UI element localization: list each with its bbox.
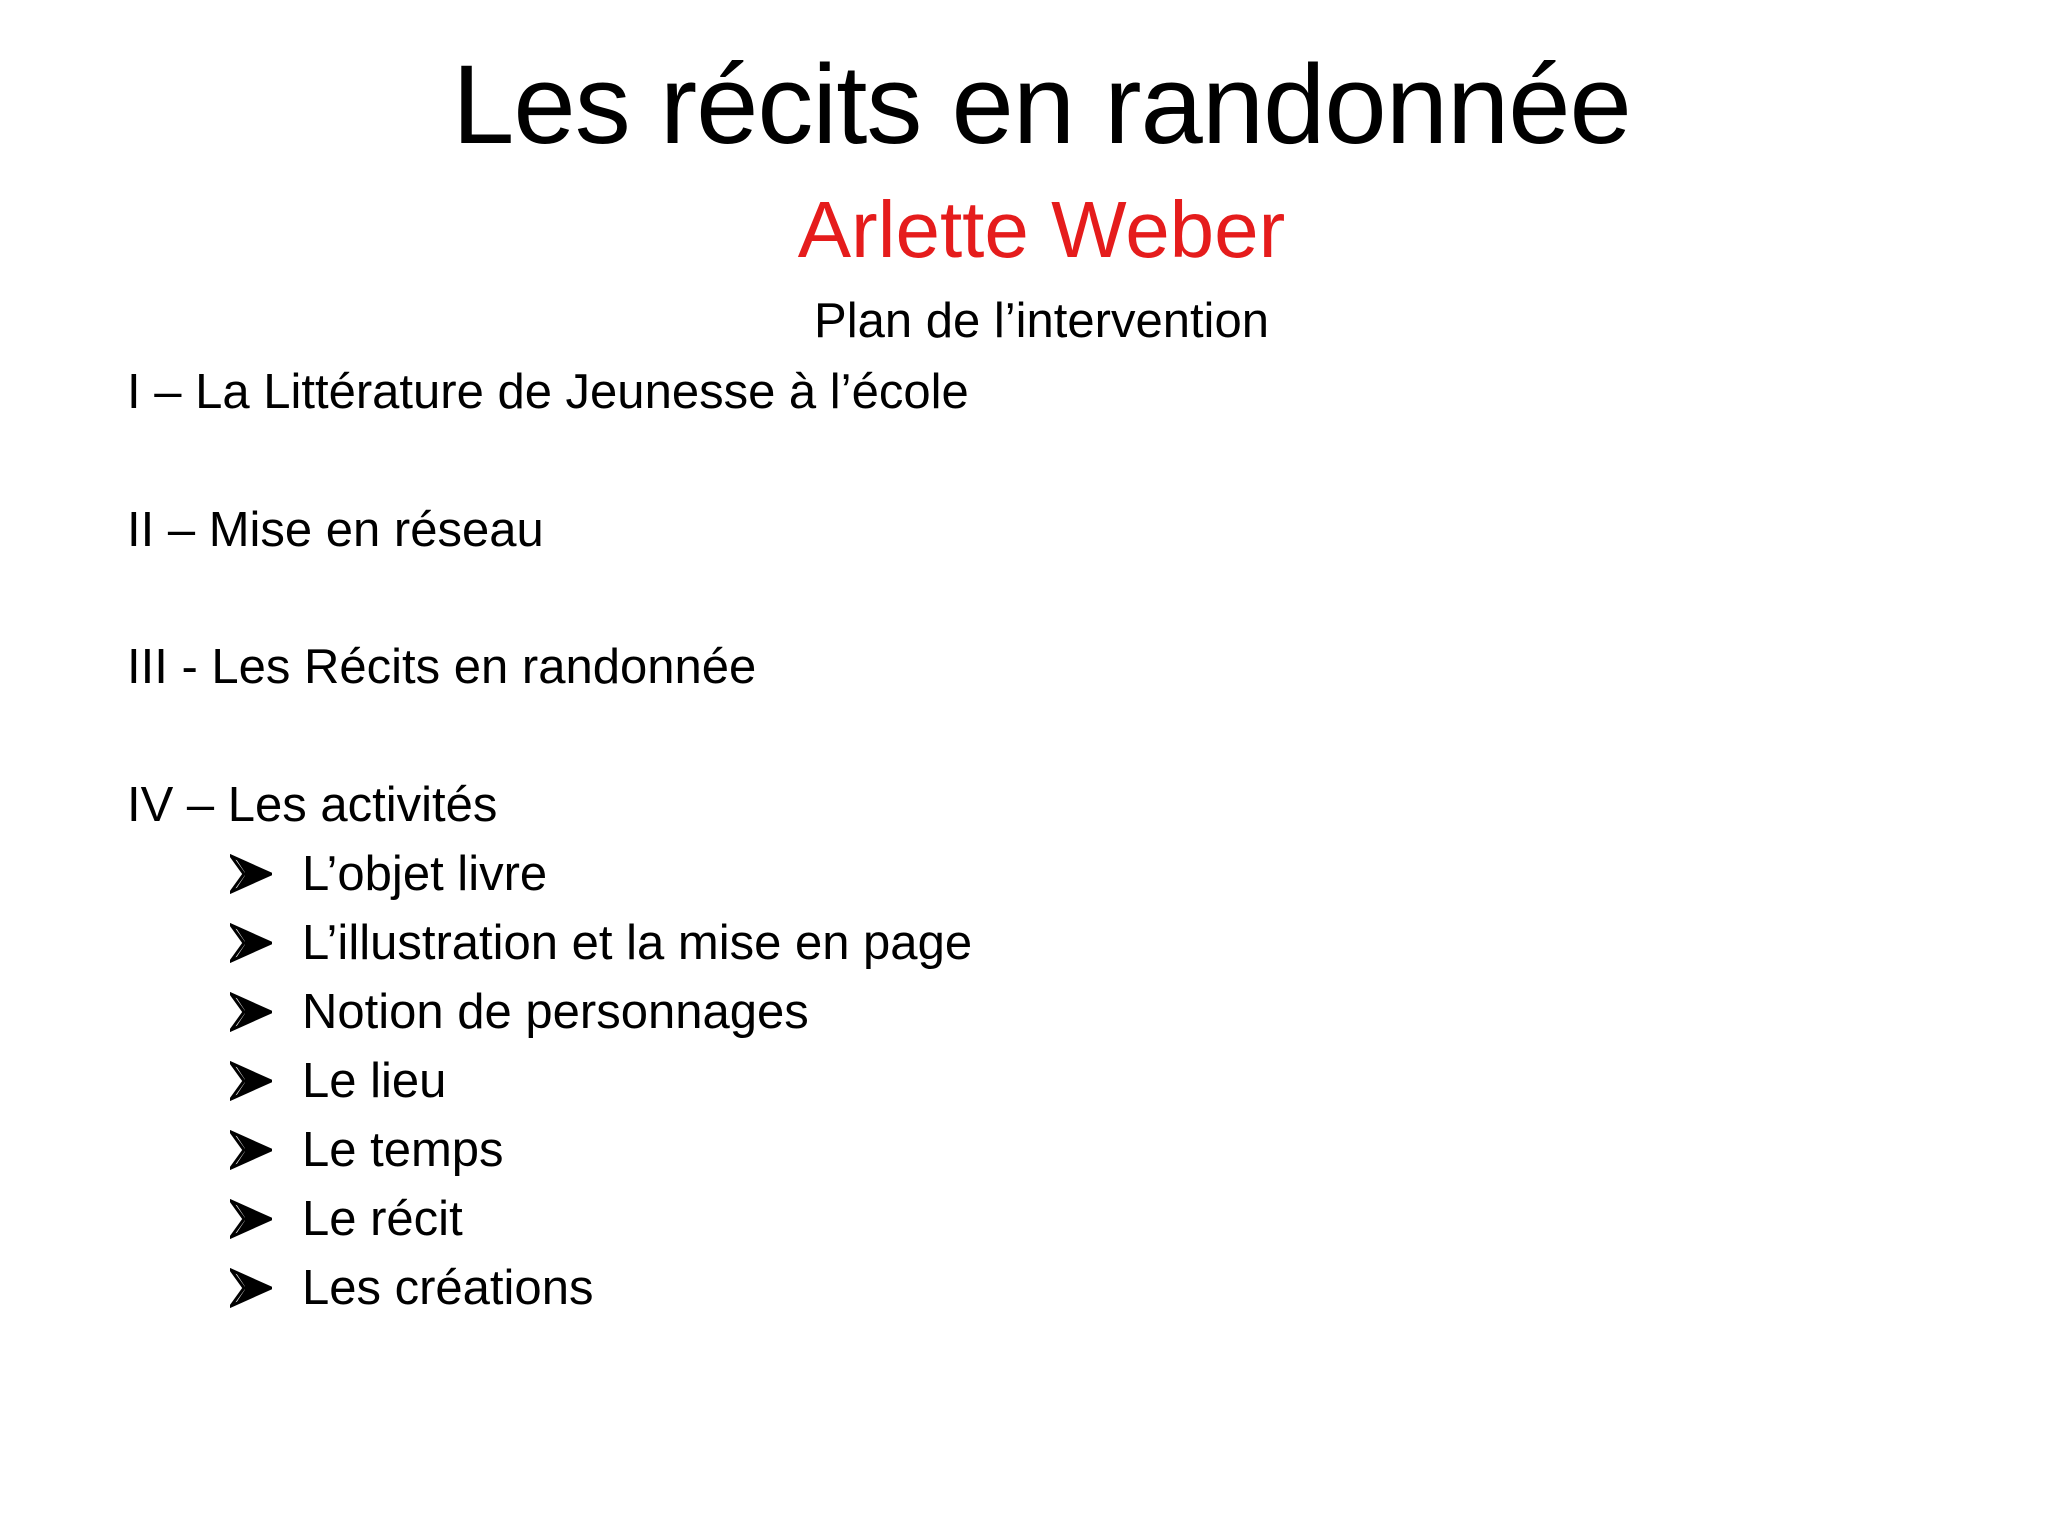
activity-label: Notion de personnages [302,985,809,1039]
arrow-bullet-icon [230,923,272,963]
arrow-bullet-icon [230,1130,272,1170]
activity-label: Le lieu [302,1054,447,1108]
arrow-bullet-icon [230,1199,272,1239]
plan-heading: Plan de l’intervention [814,294,1269,348]
arrow-bullet-icon [230,1268,272,1308]
activity-label: L’objet livre [302,847,548,901]
slide-title: Les récits en randonnée [452,42,1631,167]
activity-label: Les créations [302,1261,594,1315]
activity-label: L’illustration et la mise en page [302,916,973,970]
section-3: III - Les Récits en randonnée [127,640,757,694]
arrow-bullet-icon [230,992,272,1032]
section-2: II – Mise en réseau [127,503,544,557]
activity-label: Le récit [302,1192,463,1246]
activity-label: Le temps [302,1123,504,1177]
arrow-bullet-icon [230,1061,272,1101]
author-name: Arlette Weber [797,185,1286,274]
section-1: I – La Littérature de Jeunesse à l’école [127,365,969,419]
arrow-bullet-icon [230,854,272,894]
section-4: IV – Les activités [127,778,498,832]
